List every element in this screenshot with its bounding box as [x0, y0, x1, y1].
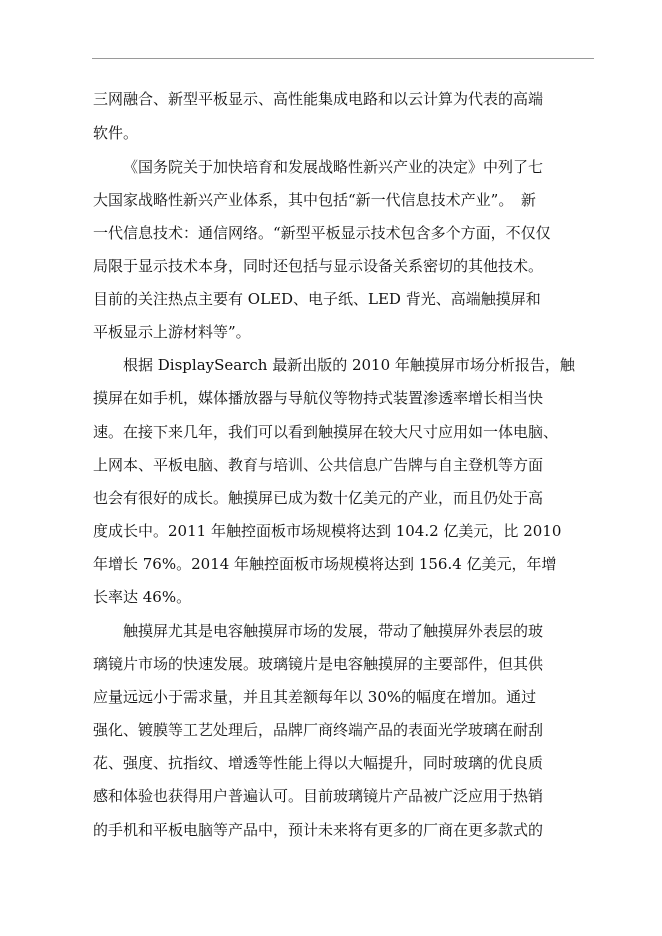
text-line-16: 长率达 46%。	[93, 588, 192, 606]
text-line-12: 上网本、平板电脑、教育与培训、公共信息广告牌与自主登机等方面	[93, 456, 544, 474]
text-line-13: 也会有很好的成长。触摸屏已成为数十亿美元的产业，而且仍处于高	[93, 489, 544, 507]
text-line-10: 摸屏在如手机，媒体播放器与导航仪等物持式装置渗透率增长相当快	[93, 389, 544, 407]
text-line-2: 软件。	[93, 124, 139, 142]
text-line-1: 三网融合、新型平板显示、高性能集成电路和以云计算为代表的高端	[93, 90, 544, 108]
text-line-21: 花、强度、抗指纹、增透等性能上得以大幅提升，同时玻璃的优良质	[93, 754, 544, 772]
text-line-23: 的手机和平板电脑等产品中，预计未来将有更多的厂商在更多款式的	[93, 821, 544, 839]
text-line-19: 应量远远小于需求量，并且其差额每年以 30%的幅度在增加。通过	[93, 688, 537, 706]
text-line-14: 度成长中。2011 年触控面板市场规模将达到 104.2 亿美元，比 2010	[93, 522, 562, 540]
text-line-11: 速。在接下来几年，我们可以看到触摸屏在较大尺寸应用如一体电脑、	[93, 423, 559, 441]
text-line-3: 《国务院关于加快培育和发展战略性新兴产业的决定》中列了七	[123, 158, 544, 176]
text-line-7: 目前的关注热点主要有 OLED、电子纸、LED 背光、高端触摸屏和	[93, 290, 541, 308]
text-line-6: 局限于显示技术本身，同时还包括与显示设备关系密切的其他技术。	[93, 257, 544, 275]
header-rule	[92, 58, 594, 59]
text-line-18: 璃镜片市场的快速发展。玻璃镜片是电容触摸屏的主要部件，但其供	[93, 655, 544, 673]
text-line-9: 根据 DisplaySearch 最新出版的 2010 年触摸屏市场分析报告，触	[123, 356, 575, 374]
text-line-8: 平板显示上游材料等”。	[93, 323, 251, 341]
text-line-15: 年增长 76%。2014 年触控面板市场规模将达到 156.4 亿美元，年增	[93, 555, 557, 573]
text-line-20: 强化、镀膜等工艺处理后，品牌厂商终端产品的表面光学玻璃在耐刮	[93, 721, 544, 739]
text-line-22: 感和体验也获得用户普遍认可。目前玻璃镜片产品被广泛应用于热销	[93, 787, 544, 805]
text-line-17: 触摸屏尤其是电容触摸屏市场的发展，带动了触摸屏外表层的玻	[123, 622, 544, 640]
text-line-5: 一代信息技术：通信网络。“新型平板显示技术包含多个方面，不仅仅	[93, 224, 551, 242]
text-line-4: 大国家战略性新兴产业体系，其中包括“新一代信息技术产业”。 新	[93, 191, 536, 209]
